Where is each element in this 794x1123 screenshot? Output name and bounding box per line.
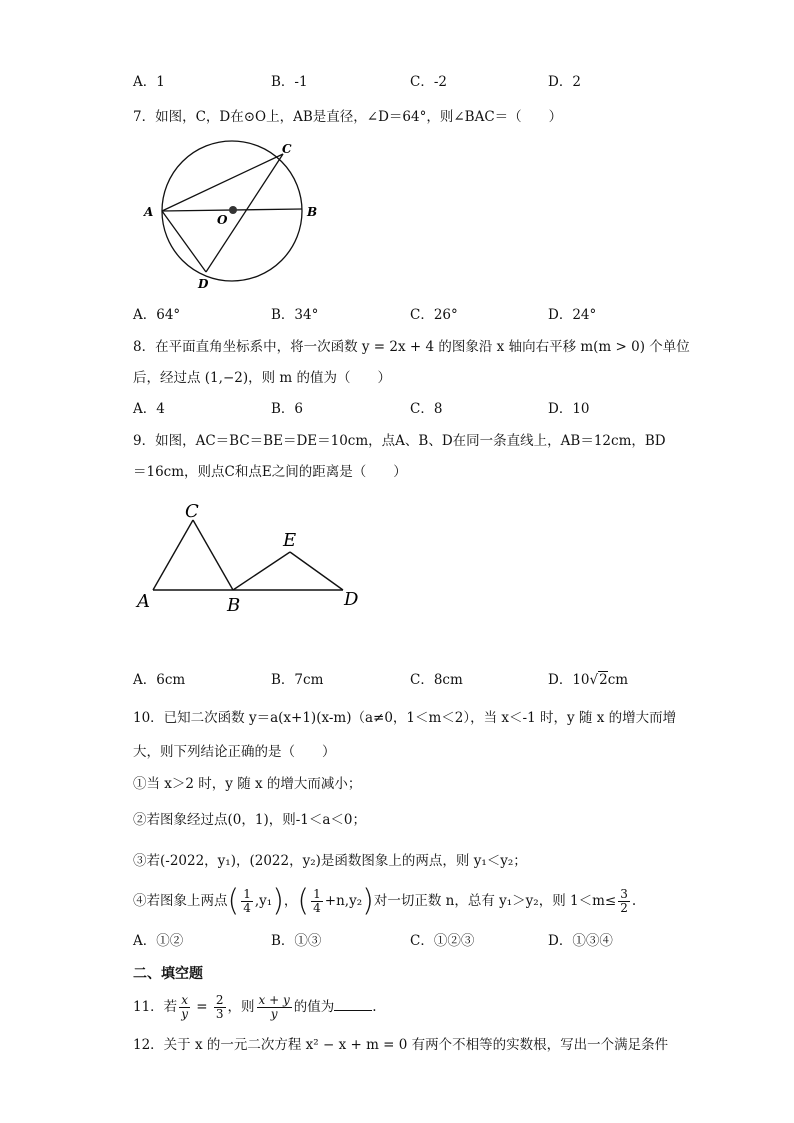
q12-line1: 12．关于 x 的一元二次方程 x² − x + m = 0 有两个不相等的实数根，写出一个满足条件 [133, 1037, 669, 1053]
center-point [229, 206, 237, 214]
q7-option-b: B．34° [271, 307, 319, 323]
q9-line1: 9．如图，AC＝BC＝BE＝DE＝10cm，点A、B、D在同一条直线上，AB＝12cm，BD [133, 433, 666, 449]
label-c: C [282, 142, 292, 156]
section-2-title: 二、填空题 [133, 966, 203, 982]
q9-option-a: A．6cm [133, 672, 186, 688]
q7-stem: 7．如图，C，D在⊙O上，AB是直径，∠D＝64°，则∠BAC＝（ ） [133, 109, 563, 125]
q10-statement-4: ④若图象上两点( $\frac{1}{4}$ ,y₁)，( $\frac{1}{4}$ +n,y₂)对一切正数 n，总有 y₁＞y₂，则 1＜m≤ $\frac{3}{2}$ . [133, 883, 637, 919]
q9-option-d-radicand: 2 [599, 672, 608, 688]
segment-be [233, 552, 290, 590]
fraction-one-quarter: $\frac{1}{4}$ [243, 887, 251, 915]
q9-line2: ＝16cm，则点C和点E之间的距离是（ ） [133, 464, 407, 480]
q6-option-d: D．2 [548, 74, 581, 90]
segment-ac [153, 520, 193, 590]
label-b: B [307, 205, 318, 219]
q8-line1: 8．在平面直角坐标系中，将一次函数 y = 2x + 4 的图象沿 x 轴向右平移 m(m > 0) 个单位 [133, 339, 690, 355]
q10-statement-3: ③若(-2022，y₁)，(2022，y₂)是函数图象上的两点，则 y₁＜y₂； [133, 853, 527, 869]
q9-option-d: D．10√2cm [548, 672, 629, 688]
q9-option-b: B．7cm [271, 672, 324, 688]
q10-option-a: A．①② [133, 933, 184, 949]
q6-option-a: A．1 [133, 74, 165, 90]
q10-statement-2: ②若图象经过点(0，1)，则-1＜a＜0； [133, 812, 366, 828]
label-b: B [227, 595, 241, 616]
q7-option-c: C．26° [410, 307, 458, 323]
q10-option-d: D．①③④ [548, 933, 613, 949]
q8-option-c: C．8 [410, 401, 443, 417]
q9-triangles-figure [130, 495, 370, 620]
q10-statement-1: ①当 x＞2 时，y 随 x 的增大而减小； [133, 776, 362, 792]
q9-option-c: C．8cm [410, 672, 463, 688]
fraction-x-plus-y-over-y: $\frac{x + y}{y}$ [258, 993, 290, 1021]
q10-line1: 10．已知二次函数 y＝a(x+1)(x-m)（a≠0，1＜m＜2），当 x＜-1 时，y 随 x 的增大而增 [133, 710, 677, 726]
fraction-x-over-y: $\frac{x}{y}$ [181, 993, 188, 1021]
q7-option-d: D．24° [548, 307, 597, 323]
label-c: C [185, 501, 199, 522]
q8-option-a: A．4 [133, 401, 165, 417]
fraction-three-halves: $\frac{3}{2}$ [620, 887, 628, 915]
q6-option-c: C．-2 [410, 74, 447, 90]
q10-option-b: B．①③ [271, 933, 322, 949]
label-a: A [144, 205, 154, 219]
q11-stem: 11．若 $\frac{x}{y}$ = $\frac{2}{3}$ ，则 $\frac{x + y}{y}$ 的值为 . [133, 993, 377, 1021]
q7-option-a: A．64° [133, 307, 181, 323]
answer-blank[interactable] [334, 998, 372, 1011]
segment-de [290, 552, 343, 590]
q8-line2: 后，经过点 (1,−2)，则 m 的值为（ ） [133, 370, 391, 386]
q6-option-b: B．-1 [271, 74, 308, 90]
q10-line2: 大，则下列结论正确的是（ ） [133, 744, 336, 760]
q10-option-c: C．①②③ [410, 933, 475, 949]
q8-option-b: B．6 [271, 401, 304, 417]
segment-bc [193, 520, 233, 590]
q7-circle-figure [140, 135, 320, 295]
label-d: D [198, 277, 209, 291]
q8-option-d: D．10 [548, 401, 590, 417]
fraction-one-quarter-2: $\frac{1}{4}$ [313, 887, 321, 915]
fraction-two-thirds: $\frac{2}{3}$ [215, 993, 224, 1021]
label-a: A [137, 591, 150, 612]
label-e: E [283, 530, 297, 551]
label-d: D [344, 589, 359, 610]
label-o: O [217, 213, 228, 227]
